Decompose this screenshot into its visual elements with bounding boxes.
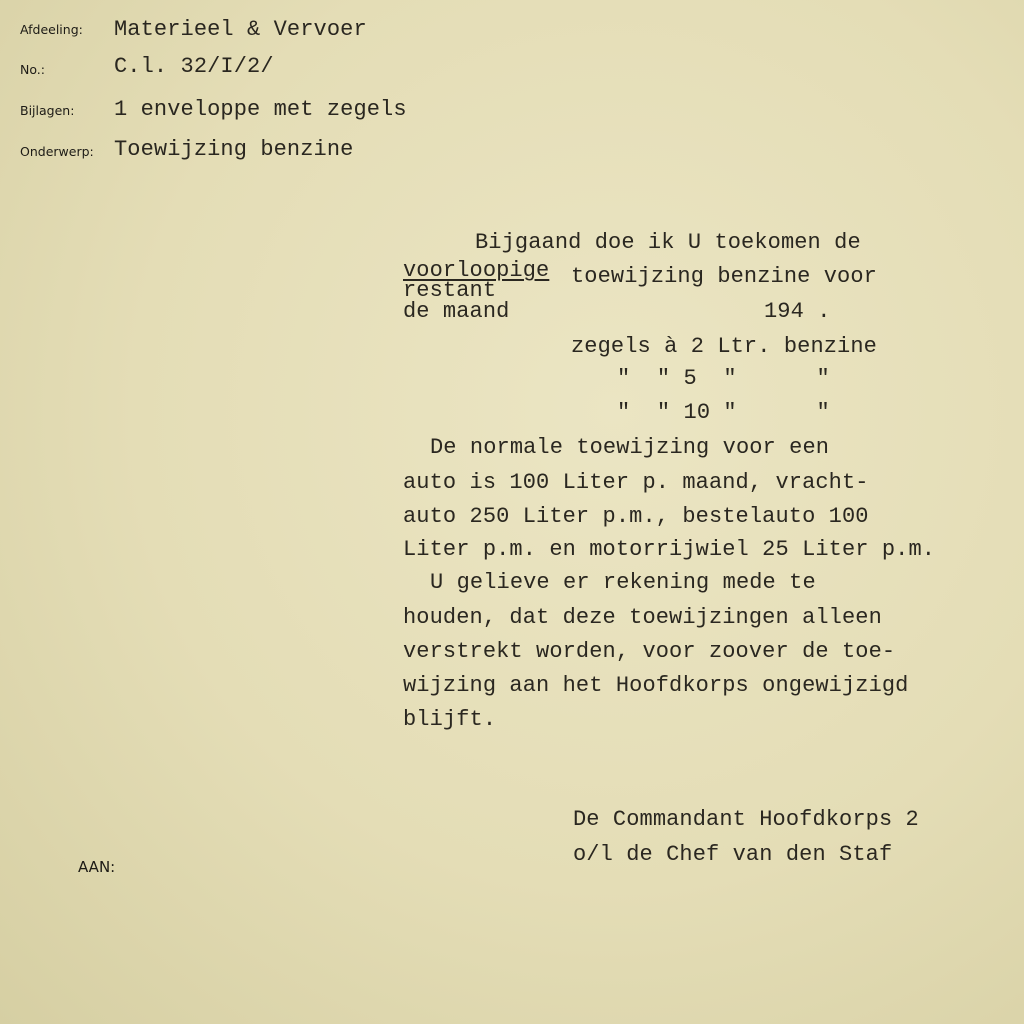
- body-line: " " 5 " ": [617, 366, 830, 391]
- body-line: Bijgaand doe ik U toekomen de: [475, 230, 861, 255]
- body-line: De normale toewijzing voor een: [430, 435, 830, 460]
- bijlagen-value: 1 enveloppe met zegels: [114, 97, 407, 122]
- no-label: No.:: [20, 62, 45, 77]
- body-line: toewijzing benzine voor: [571, 264, 877, 289]
- body-line: " " 10 " ": [617, 400, 830, 425]
- afdeeling-value: Materieel & Vervoer: [114, 17, 367, 42]
- body-line: auto is 100 Liter p. maand, vracht-: [403, 470, 869, 495]
- afdeeling-label: Afdeeling:: [20, 22, 83, 37]
- body-line: blijft.: [403, 707, 497, 732]
- body-line: wijzing aan het Hoofdkorps ongewijzigd: [403, 673, 909, 698]
- body-line: zegels à 2 Ltr. benzine: [571, 334, 877, 359]
- aan-label: AAN:: [78, 858, 116, 876]
- body-line: verstrekt worden, voor zoover de toe-: [403, 639, 896, 664]
- bijlagen-label: Bijlagen:: [20, 103, 75, 118]
- body-line: Liter p.m. en motorrijwiel 25 Liter p.m.: [403, 537, 936, 562]
- body-line: auto 250 Liter p.m., bestelauto 100: [403, 504, 869, 529]
- body-line: restant: [403, 278, 497, 303]
- signature-line: o/l de Chef van den Staf: [573, 842, 893, 867]
- body-line: 194 .: [764, 299, 831, 324]
- body-line: de maand: [403, 299, 510, 324]
- body-line: U gelieve er rekening mede te: [430, 570, 816, 595]
- no-value: C.l. 32/I/2/: [114, 54, 274, 79]
- body-line: voorloopige: [403, 258, 550, 283]
- onderwerp-label: Onderwerp:: [20, 144, 94, 159]
- body-line: houden, dat deze toewijzingen alleen: [403, 605, 882, 630]
- signature-line: De Commandant Hoofdkorps 2: [573, 807, 919, 832]
- onderwerp-value: Toewijzing benzine: [114, 137, 354, 162]
